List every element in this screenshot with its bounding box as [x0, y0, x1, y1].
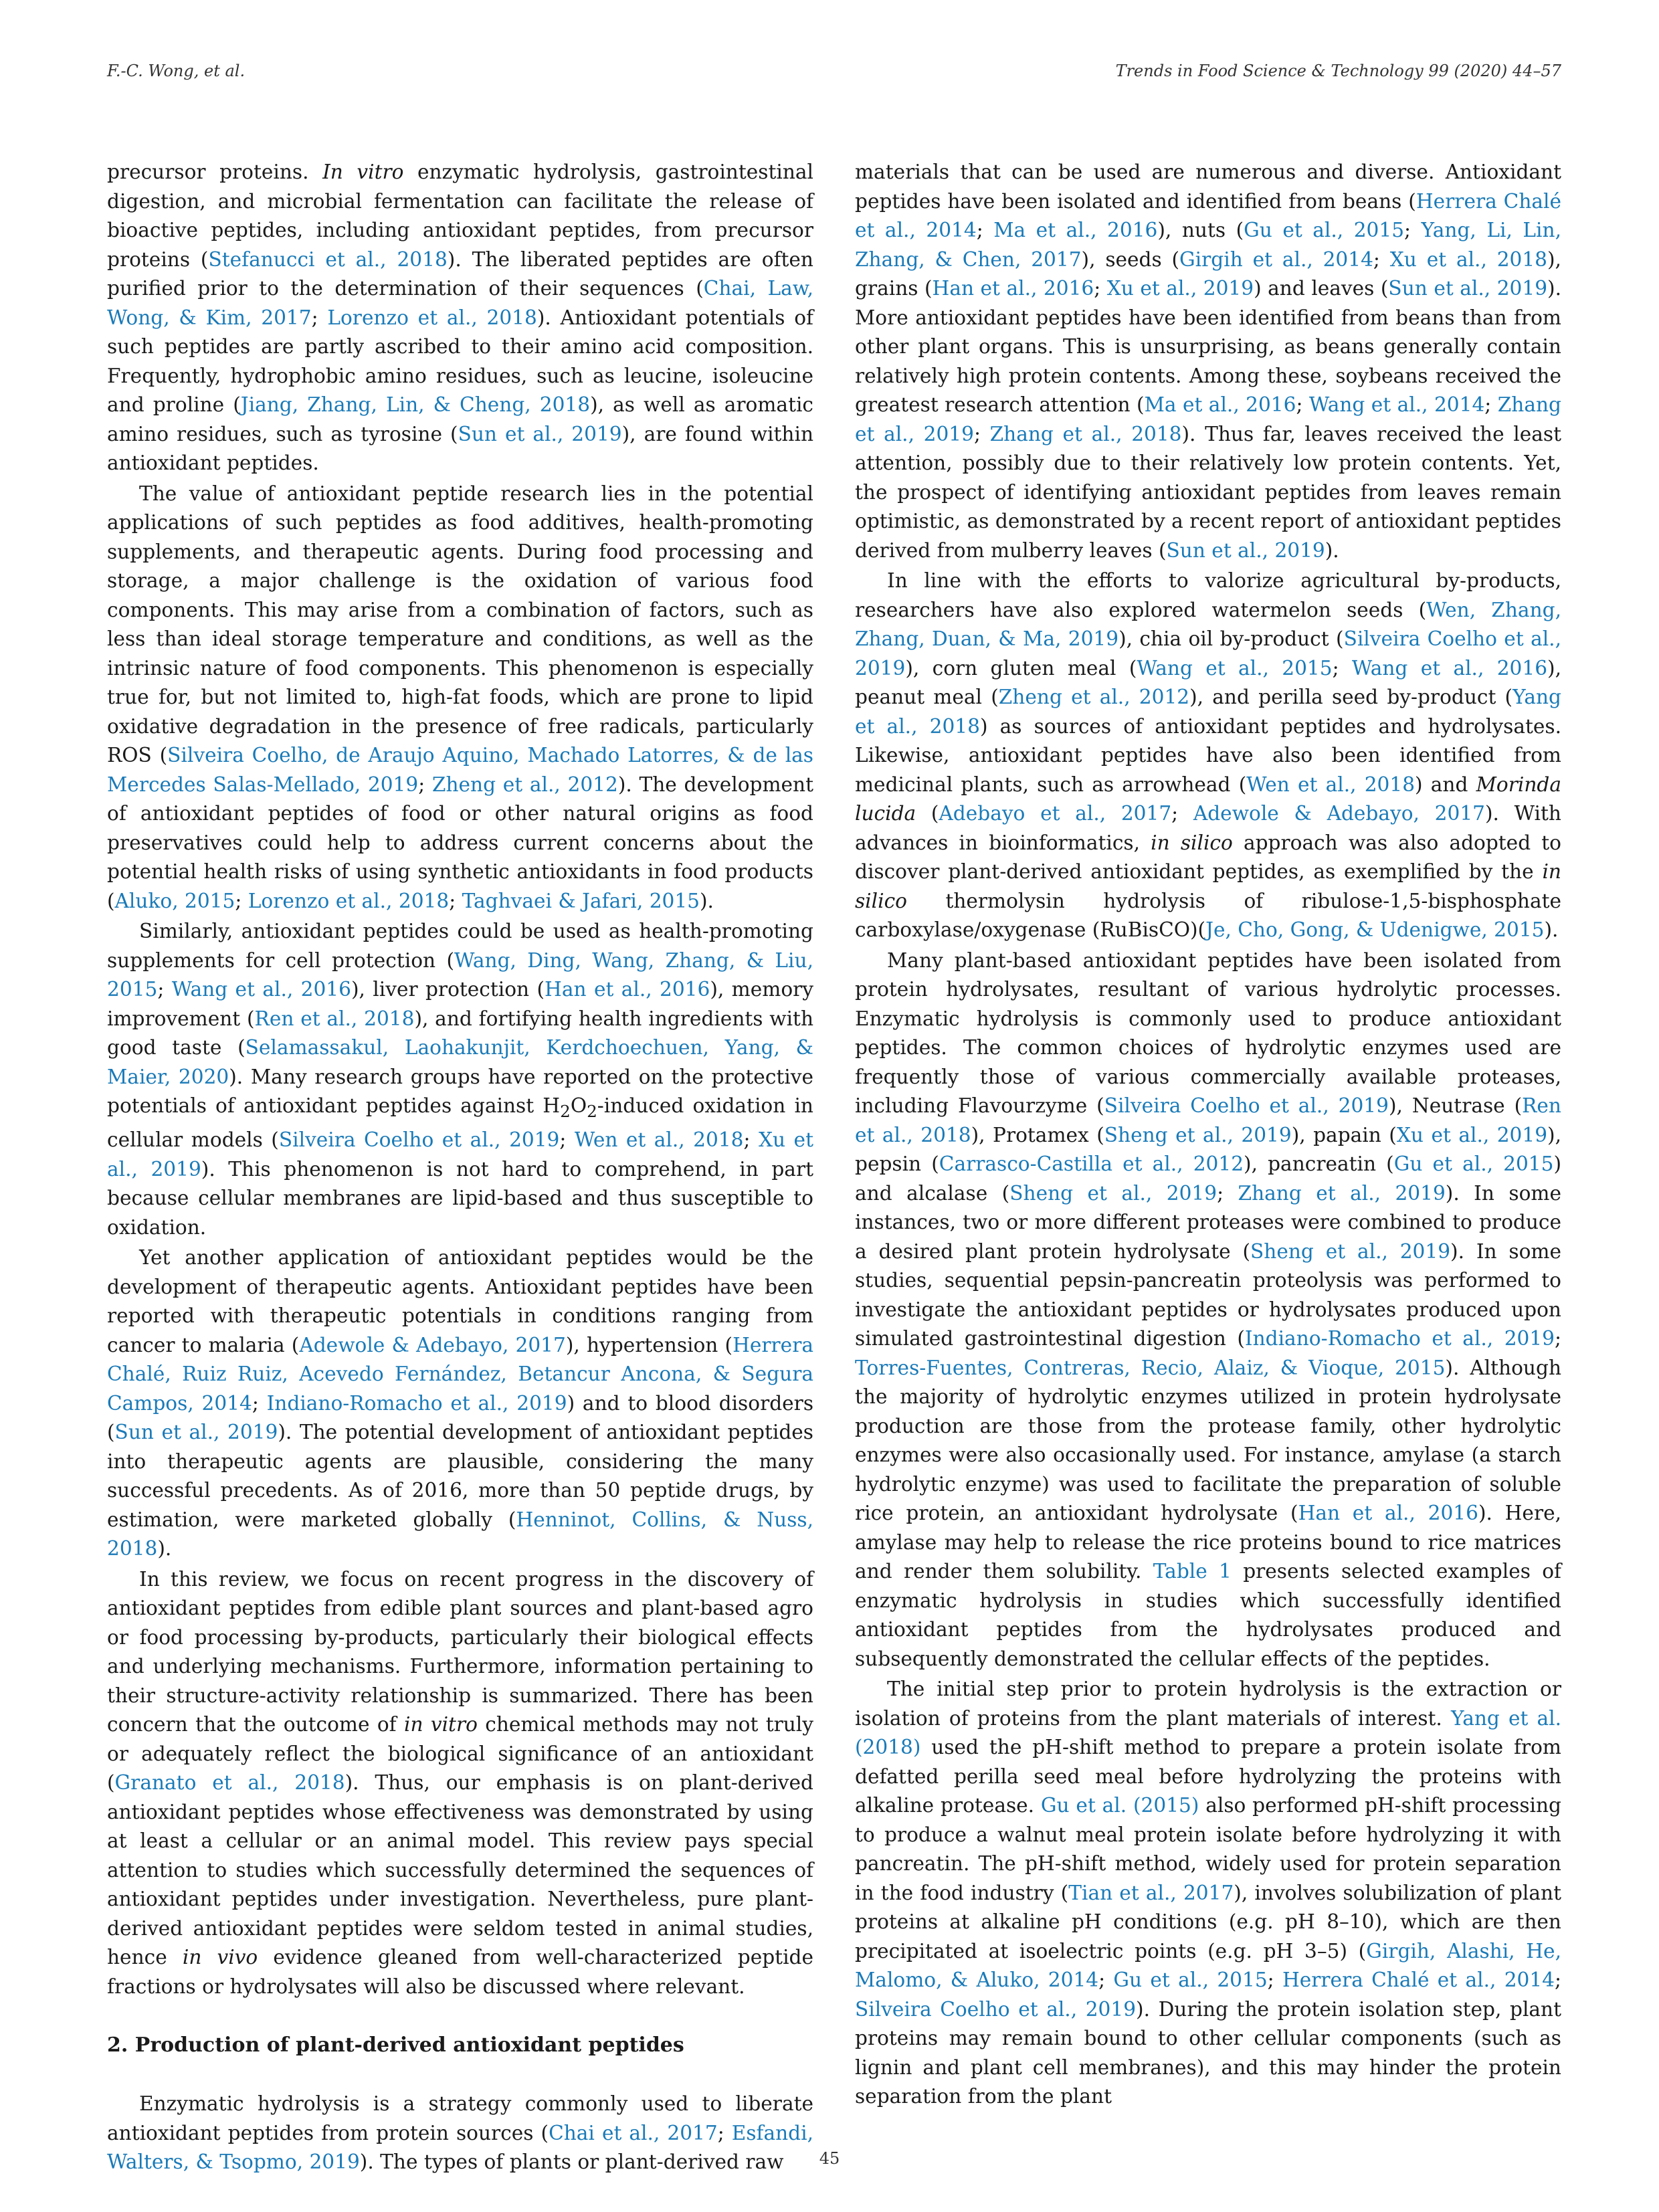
citation-link[interactable]: Zhang et al., 2019 — [1238, 1181, 1446, 1205]
citation-link[interactable]: Girgih et al., 2014 — [1179, 247, 1373, 271]
citation-link[interactable]: Sun et al., 2019 — [1388, 277, 1548, 300]
citation-link[interactable]: Henninot, Collins, & Nuss, 2018 — [107, 1508, 813, 1561]
citation-link[interactable]: Zheng et al., 2012 — [431, 773, 618, 796]
citation-link[interactable]: Wang et al., 2014 — [1308, 393, 1485, 416]
left-column-paragraph: Enzymatic hydrolysis is a strategy commonly used to liberate antioxidant peptides from protein sources (Chai et al., 2017; Esfandi, Walters, & Tsopmo, 2019). The types of plants or plant-derived raw — [107, 2092, 813, 2174]
citation-link[interactable]: Sheng et al., 2019 — [1250, 1239, 1451, 1263]
citation-link[interactable]: Chai et al., 2017 — [549, 2121, 718, 2144]
citation-link[interactable]: Table 1 — [1153, 1560, 1232, 1583]
citation-link[interactable]: Lorenzo et al., 2018 — [248, 889, 450, 912]
citation-link[interactable]: Carrasco-Castilla et al., 2012 — [939, 1152, 1244, 1175]
running-header-journal: Trends in Food Science & Technology 99 (2020) 44–57 — [1115, 62, 1561, 80]
citation-link[interactable]: Adewole & Adebayo, 2017 — [1193, 802, 1485, 825]
section-heading: 2. Production of plant-derived antioxidant peptides — [107, 2033, 684, 2057]
left-column-paragraph: Similarly, antioxidant peptides could be used as health-promoting supplements for cell protection (Wang, Ding, Wang, Zhang, & Liu, 2015; Wang et al., 2016), liver protection (Han et al., 2016), memory improvement (Ren et al., 2018), and fortifying health ingredients with good taste (Selamassakul, Laohakunjit, Kerdchoechuen, Yang, & Maier, 2020). Many research groups have reported on the protective potentials of antioxidant peptides against $H_2O_2$-induced oxidation in cellular models (Silveira Coelho et al., 2019; Wen et al., 2018; Xu et al., 2019). This phenomenon is not hard to comprehend, in part because cellular membranes are lipid-based and thus susceptible to oxidation. — [107, 920, 814, 1239]
citation-link[interactable]: Wen, Zhang, Zhang, Duan, & Ma, 2019 — [855, 598, 1561, 650]
left-column-paragraph: Yet another application of antioxidant peptides would be the development of therapeutic agents. Antioxidant peptides have been reported with therapeutic potentials in conditions ranging from cancer to malaria (Adewole & Adebayo, 2017), hypertension (Herrera Chalé, Ruiz Ruiz, Acevedo Fernández, Betancur Ancona, & Segura Campos, 2014; Indiano-Romacho et al., 2019) and to blood disorders (Sun et al., 2019). The potential development of antioxidant peptides into therapeutic agents are plausible, considering the many successful precedents. As of 2016, more than 50 peptide drugs, by estimation, were marketed globally (Henninot, Collins, & Nuss, 2018). — [107, 1246, 814, 1561]
running-header-authors: F.-C. Wong, et al. — [107, 62, 246, 80]
citation-link[interactable]: Selamassakul, Laohakunjit, Kerdchoechuen, Yang, & Maier, 2020 — [107, 1036, 813, 1088]
page-number: 45 — [819, 2149, 840, 2168]
citation-link[interactable]: Adebayo et al., 2017 — [939, 802, 1172, 825]
citation-link[interactable]: Silveira Coelho et al., 2019 — [1104, 1094, 1389, 1117]
citation-link[interactable]: Ren et al., 2018 — [855, 1094, 1561, 1146]
citation-link[interactable]: Yang et al., 2018 — [855, 686, 1561, 738]
citation-link[interactable]: Indiano-Romacho et al., 2019 — [266, 1391, 567, 1415]
right-column — [855, 158, 1561, 2112]
citation-link[interactable]: Adewole & Adebayo, 2017 — [299, 1333, 566, 1356]
left-column-paragraph: The value of antioxidant peptide research lies in the potential applications of such peptides as food additives, health-promoting supplements, and therapeutic agents. During food processing and storage, a major challenge is the oxidation of various food components. This may arise from a combination of factors, such as less than ideal storage temperature and conditions, as well as the intrinsic nature of food components. This phenomenon is especially true for, but not limited to, high-fat foods, which are prone to lipid oxidative degradation in the presence of free radicals, particularly ROS (Silveira Coelho, de Araujo Aquino, Machado Latorres, & de las Mercedes Salas-Mellado, 2019; Zheng et al., 2012). The development of antioxidant peptides of food or other natural origins as food preservatives could help to address current concerns about the potential health risks of using synthetic antioxidants in food products (Aluko, 2015; Lorenzo et al., 2018; Taghvaei & Jafari, 2015). — [107, 482, 813, 912]
right-column-paragraph: The initial step prior to protein hydrolysis is the extraction or isolation of proteins from the plant materials of interest. Yang et al. (2018) used the pH-shift method to prepare a protein isolate from defatted perilla seed meal before hydrolyzing the proteins with alkaline protease. Gu et al. (2015) also performed pH-shift processing to produce a walnut meal protein isolate before hydrolyzing it with pancreatin. The pH-shift method, widely used for protein separation in the food industry (Tian et al., 2017), involves solubilization of plant proteins at alkaline pH conditions (e.g. pH 8–10), which are then precipitated at isoelectric points (e.g. pH 3–5) (Girgih, Alashi, He, Malomo, & Aluko, 2014; Gu et al., 2015; Herrera Chalé et al., 2014; Silveira Coelho et al., 2019). During the protein isolation step, plant proteins may remain bound to other cellular components (such as lignin and plant cell membranes), and this may hinder the protein separation from the plant — [855, 1678, 1562, 2108]
citation-link[interactable]: Silveira Coelho et al., 2019 — [278, 1128, 560, 1152]
citation-link[interactable]: Torres-Fuentes, Contreras, Recio, Alaiz, & Vioque, 2015 — [855, 1356, 1446, 1379]
citation-link[interactable]: Yang et al. (2018) — [855, 1706, 1561, 1758]
citation-link[interactable]: Zheng et al., 2012 — [998, 686, 1190, 708]
citation-link[interactable]: Sheng et al., 2019 — [1009, 1181, 1217, 1205]
citation-link[interactable]: Ma et al., 2016 — [993, 219, 1158, 241]
left-column-paragraph: precursor proteins. In vitro enzymatic hydrolysis, gastrointestinal digestion, and microbial fermentation can facilitate the release of bioactive peptides, including antioxidant peptides, from precursor proteins (Stefanucci et al., 2018). The liberated peptides are often purified prior to the determination of their sequences (Chai, Law, Wong, & Kim, 2017; Lorenzo et al., 2018). Antioxidant potentials of such peptides are partly ascribed to their amino acid composition. Frequently, hydrophobic amino residues, such as leucine, isoleucine and proline (Jiang, Zhang, Lin, & Cheng, 2018), as well as aromatic amino residues, such as tyrosine (Sun et al., 2019), are found within antioxidant peptides. — [107, 161, 814, 474]
citation-link[interactable]: Taghvaei & Jafari, 2015 — [462, 889, 700, 912]
citation-link[interactable]: Wang, Ding, Wang, Zhang, & Liu, 2015 — [107, 948, 813, 1001]
citation-link[interactable]: Indiano-Romacho et al., 2019 — [1244, 1327, 1555, 1350]
citation-link[interactable]: Silveira Coelho et al., 2019 — [855, 627, 1561, 680]
citation-link[interactable]: Herrera Chalé, Ruiz Ruiz, Acevedo Fernández, Betancur Ancona, & Segura Campos, 2014 — [107, 1333, 813, 1415]
citation-link[interactable]: Aluko, 2015 — [114, 889, 235, 912]
citation-link[interactable]: Chai, Law, Wong, & Kim, 2017 — [107, 277, 813, 329]
left-column-body — [107, 158, 813, 2001]
citation-link[interactable]: Xu et al., 2019 — [1396, 1123, 1548, 1146]
citation-link[interactable]: Yang, Li, Lin, Zhang, & Chen, 2017 — [855, 219, 1561, 271]
citation-link[interactable]: Herrera Chalé et al., 2014 — [1282, 1969, 1555, 1991]
citation-link[interactable]: Gu et al., 2015 — [1244, 219, 1405, 241]
right-column-paragraph: In line with the efforts to valorize agricultural by-products, researchers have also explored watermelon seeds (Wen, Zhang, Zhang, Duan, & Ma, 2019), chia oil by-product (Silveira Coelho et al., 2019), corn gluten meal (Wang et al., 2015; Wang et al., 2016), peanut meal (Zheng et al., 2012), and perilla seed by-product (Yang et al., 2018) as sources of antioxidant peptides and hydrolysates. Likewise, antioxidant peptides have also been identified from medicinal plants, such as arrowhead (Wen et al., 2018) and Morinda lucida (Adebayo et al., 2017; Adewole & Adebayo, 2017). With advances in bioinformatics, in silico approach was also adopted to discover plant-derived antioxidant peptides, as exemplified by the in silico thermolysin hydrolysis of ribulose-1,5-bisphosphate carboxylase/oxygenase (RuBisCO)(Je, Cho, Gong, & Udenigwe, 2015). — [855, 569, 1561, 941]
citation-link[interactable]: Ma et al., 2016 — [1144, 393, 1296, 416]
citation-link[interactable]: Han et al., 2016 — [545, 978, 710, 1001]
citation-link[interactable]: Girgih, Alashi, He, Malomo, & Aluko, 2014 — [855, 1939, 1561, 1991]
citation-link[interactable]: Gu et al., 2015 — [1113, 1969, 1268, 1991]
citation-link[interactable]: Zhang et al., 2019 — [855, 393, 1561, 445]
citation-link[interactable]: Silveira Coelho et al., 2019 — [855, 1997, 1137, 2021]
citation-link[interactable]: Gu et al., 2015 — [1393, 1152, 1554, 1175]
citation-link[interactable]: Han et al., 2016 — [932, 277, 1094, 300]
citation-link[interactable]: Granato et al., 2018 — [114, 1771, 345, 1795]
citation-link[interactable]: Lorenzo et al., 2018 — [327, 306, 537, 329]
right-column-paragraph: Many plant-based antioxidant peptides have been isolated from protein hydrolysates, resultant of various hydrolytic processes. Enzymatic hydrolysis is commonly used to produce antioxidant peptides. The common choices of hydrolytic enzymes used are frequently those of various commercially available proteases, including Flavourzyme (Silveira Coelho et al., 2019), Neutrase (Ren et al., 2018), Protamex (Sheng et al., 2019), papain (Xu et al., 2019), pepsin (Carrasco-Castilla et al., 2012), pancreatin (Gu et al., 2015) and alcalase (Sheng et al., 2019; Zhang et al., 2019). In some instances, two or more different proteases were combined to produce a desired plant protein hydrolysate (Sheng et al., 2019). In some studies, sequential pepsin-pancreatin proteolysis was performed to investigate the antioxidant peptides or hydrolysates produced upon simulated gastrointestinal digestion (Indiano-Romacho et al., 2019; Torres-Fuentes, Contreras, Recio, Alaiz, & Vioque, 2015). Although the majority of hydrolytic enzymes utilized in protein hydrolysate production are those from the protease family, other hydrolytic enzymes were also occasionally used. For instance, amylase (a starch hydrolytic enzyme) was used to facilitate the preparation of soluble rice protein, an antioxidant hydrolysate (Han et al., 2016). Here, amylase may help to release the rice proteins bound to rice matrices and render them solubility. Table 1 presents selected examples of enzymatic hydrolysis in studies which successfully identified antioxidant peptides from the hydrolysates produced and subsequently demonstrated the cellular effects of the peptides. — [855, 948, 1562, 1670]
citation-link[interactable]: Esfandi, Walters, & Tsopmo, 2019 — [107, 2121, 813, 2174]
citation-link[interactable]: Xu et al., 2018 — [1389, 247, 1548, 271]
right-column-body — [855, 158, 1561, 2112]
citation-link[interactable]: Wen et al., 2018 — [574, 1128, 744, 1152]
citation-link[interactable]: Sun et al., 2019 — [1166, 538, 1325, 562]
citation-link[interactable]: Sheng et al., 2019 — [1104, 1123, 1292, 1146]
citation-link[interactable]: Zhang et al., 2018 — [989, 422, 1182, 445]
citation-link[interactable]: Xu et al., 2019 — [1106, 277, 1254, 300]
citation-link[interactable]: Ren et al., 2018 — [254, 1007, 415, 1030]
citation-link[interactable]: Wang et al., 2015 — [1137, 656, 1333, 680]
citation-link[interactable]: Xu et al., 2019 — [107, 1128, 813, 1181]
citation-link[interactable]: Jiang, Zhang, Lin, & Cheng, 2018 — [240, 393, 591, 416]
right-column-paragraph: materials that can be used are numerous and diverse. Antioxidant peptides have been isolated and identified from beans (Herrera Chalé et al., 2014; Ma et al., 2016), nuts (Gu et al., 2015; Yang, Li, Lin, Zhang, & Chen, 2017), seeds (Girgih et al., 2014; Xu et al., 2018), grains (Han et al., 2016; Xu et al., 2019) and leaves (Sun et al., 2019). More antioxidant peptides have been identified from beans than from other plant organs. This is unsurprising, as beans generally contain relatively high protein contents. Among these, soybeans received the greatest research attention (Ma et al., 2016; Wang et al., 2014; Zhang et al., 2019; Zhang et al., 2018). Thus far, leaves received the least attention, possibly due to their relatively low protein contents. Yet, the prospect of identifying antioxidant peptides from leaves remain optimistic, as demonstrated by a recent report of antioxidant peptides derived from mulberry leaves (Sun et al., 2019). — [855, 161, 1562, 562]
citation-link[interactable]: Je, Cho, Gong, & Udenigwe, 2015 — [1205, 918, 1545, 941]
citation-link[interactable]: Sun et al., 2019 — [458, 422, 622, 445]
citation-link[interactable]: Wang et al., 2016 — [1351, 656, 1548, 680]
citation-link[interactable]: Wang et al., 2016 — [171, 978, 351, 1001]
citation-link[interactable]: Han et al., 2016 — [1298, 1502, 1478, 1524]
left-column-paragraph: In this review, we focus on recent progress in the discovery of antioxidant peptides from edible plant sources and plant-based agro or food processing by-products, particularly their biological effects and underlying mechanisms. Furthermore, information pertaining to their structure-activity relationship is summarized. There has been concern that the outcome of in vitro chemical methods may not truly or adequately reflect the biological significance of an antioxidant (Granato et al., 2018). Thus, our emphasis is on plant-derived antioxidant peptides whose effectiveness was demonstrated by using at least a cellular or an animal model. This review pays special attention to studies which successfully determined the sequences of antioxidant peptides under investigation. Nevertheless, pure plant-derived antioxidant peptides were seldom tested in animal studies, hence in vivo evidence gleaned from well-characterized peptide fractions or hydrolysates will also be discussed where relevant. — [107, 1567, 813, 1998]
citation-link[interactable]: Stefanucci et al., 2018 — [208, 247, 448, 271]
left-column — [107, 158, 813, 2177]
citation-link[interactable]: Gu et al. (2015) — [1040, 1794, 1199, 1817]
citation-link[interactable]: Wen et al., 2018 — [1246, 773, 1416, 796]
citation-link[interactable]: Herrera Chalé et al., 2014 — [855, 189, 1562, 241]
citation-link[interactable]: Sun et al., 2019 — [114, 1421, 278, 1444]
citation-link[interactable]: Tian et al., 2017 — [1068, 1881, 1234, 1904]
citation-link[interactable]: Silveira Coelho, de Araujo Aquino, Machado Latorres, & de las Mercedes Salas-Mellado, 2019 — [107, 744, 813, 796]
